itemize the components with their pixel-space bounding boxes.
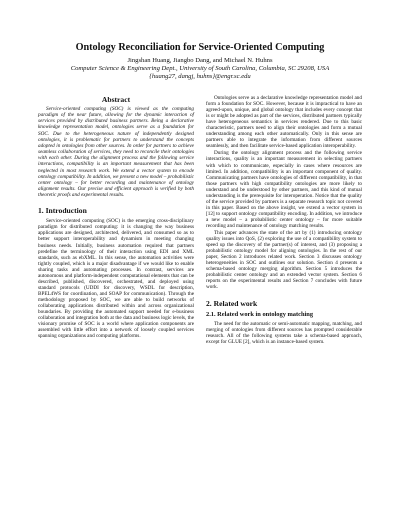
abstract-text: Service-oriented computing (SOC) is viewed as the computing paradigm of the near future, allowing for the dynamic interaction of services provided by distributed business partners. Being a declarative knowledge representation model, ontologies serve as a foundation for SOC. Due to the heterogeneous nature of independently designed ontologies, it is problematic for partners to understand the concepts adopted in ontologies from other sources. In order for partners to achieve seamless collaboration of services, they need to reconcile their ontologies with each other. During the alignment process and the following service interactions, compatibility is an important measurement that has been neglected in most research work. We extend a vector system to encode ontology compatibility. In addition, we present a new model – probabilistic center ontology – for better recording and maintenance of ontology alignment results. Our precise and efficient approach is verified by both theoretic proofs and experimental results. <box>38 106 194 199</box>
right-column <box>206 95 362 346</box>
paper-title: Ontology Reconciliation for Service-Oriented Computing <box>75 42 325 53</box>
section-heading-introduction: 1. Introduction <box>38 206 87 216</box>
author-list: Jingshan Huang, Jiangbo Dang, and Michael N. Huhns <box>127 57 273 64</box>
intro-paragraph-4: This paper advances the state of the art by (1) introducing ontology quality issues into QoS, (2) exploring the use of a compatibility system to speed up the discovery of the partner(s) of interest, and (3) proposing a probabilistic ontology model for aligning ontologies. In the rest of our paper, Section 2 introduces related work. Section 3 discusses ontology heterogeneities in SOC and outlines our solution. Section 4 presents a schema-based ontology merging algorithm. Section 5 introduces the probabilistic center ontology and an extended vector system. Section 6 reports on the experimental results and Section 7 concludes with future work. <box>206 230 362 291</box>
left-column <box>38 95 194 346</box>
author-affiliation: Computer Science & Engineering Dept., University of South Carolina, Columbia, SC 29208, USA <box>70 65 330 72</box>
intro-paragraph-1: Service-oriented computing (SOC) is the emerging cross-disciplinary paradigm for distributed computing: it is changing the way business applications are designed, architected, delivered, and consumed so as to better support interoperability and dynamism in meeting changing business needs. Initially, business automation required that partners predefine the terminology of their interaction using EDI and XML standards, such as ebXML. In this sense, the automation activities were tightly coupled, which is a major disadvantage if we would like to enable sharing tasks and automating processes. In contrast, services are autonomous and platform-independent computational elements that can be described, published, discovered, orchestrated, and deployed using standard protocols (UDDI for discovery, WSDL for description, BPEL4WS for coordination, and SOAP for communication). Through the methodology proposed by SOC, we are able to build networks of collaborating applications distributed within and across organizational boundaries. By providing the automated support needed for e-business collaboration and integration both at the data and business logic levels, the visionary promise of SOC is a world where application components are assembled with little effort into a network of loosely coupled services spanning organizations and computing platforms. <box>38 218 194 340</box>
intro-paragraph-2: Ontologies serve as a declarative knowledge representation model and form a foundation for SOC. However, because it is impractical to have an agreed-upon, unique, and global ontology that includes every concept that is or might be adopted as part of the services, distributed partners typically have heterogeneous semantics in services rendered. Due to this basic characteristic, partners need to align their ontologies and form a mutual understanding among each other automatically. Only in this sense are partners able to integrate the information from different sources seamlessly, and then facilitate service-based application interoperability. <box>206 95 362 150</box>
intro-paragraph-3: During the ontology alignment process and the following service interactions, quality is an important measurement in selecting partners with which to communicate, especially in cases where resources are limited. In addition, compatibility is an important component of quality. Communicating partners have ontologies of different compatibility, in that those partners with high compatibility ontologies are more likely to understand and be understood by other partners, and this kind of mutual understanding is the prerequisite for interoperation. Notice that the quality of the service provided by partners is a separate research topic not covered in this paper. Based on the above insight, we extend a vector system in [12] to support ontology compatibility encoding. In addition, we introduce a new model – a probabilistic center ontology – for more suitable recording and maintenance of ontology matching results. <box>206 150 362 229</box>
subsection-heading-ontology-matching: 2.1. Related work in ontology matching <box>206 310 314 318</box>
two-column-body <box>38 95 362 346</box>
author-emails: {huang27, dangj, huhns}@engr.sc.edu <box>149 73 251 80</box>
section-heading-related-work: 2. Related work <box>206 298 258 308</box>
related-work-paragraph-1: The need for the automatic or semi-automatic mapping, matching, and merging of ontologies from different sources has prompted considerable research. All of the following systems take a schema-based approach, except for GLUE [2], which is an instance-based system. <box>206 320 362 345</box>
abstract-heading: Abstract <box>101 95 131 104</box>
